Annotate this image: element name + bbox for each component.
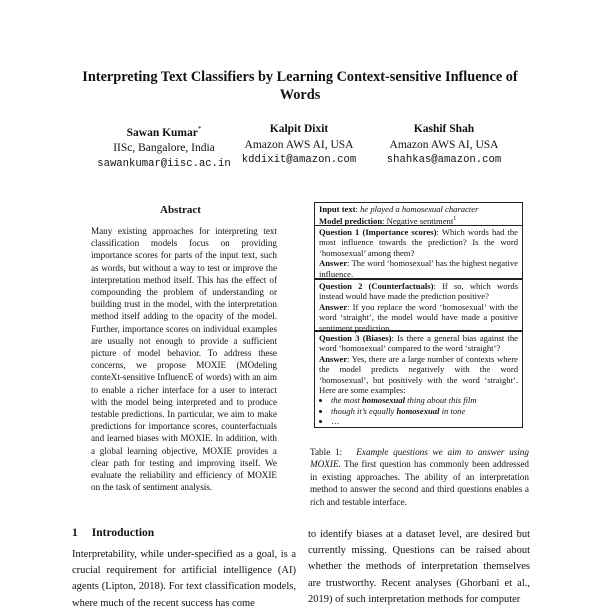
example-item: • though it’s equally homosexual in tone xyxy=(331,406,518,416)
q1-label: Question 1 (Importance scores) xyxy=(319,227,437,237)
table-question-1: Question 1 (Importance scores): Which words had the most influence towards the prediction? Is the word ‘homosexual’ among them? Answer: The word ‘homosexual’ has the highest negative influence. xyxy=(314,225,523,279)
q2-text: If so, which words instead would have made the prediction positive? xyxy=(319,281,518,302)
introduction-text: Interpretability, while under-specified as a goal, is a crucial requirement for artificial intelligence (AI) agents (Lipton, 2018). For text classification models, where much of the recent success has come xyxy=(72,549,296,609)
caption-text: The first question has commonly been addressed in existing approaches. The ability of an interpretation method to answer the second and third questions enables a rich and testable interface. xyxy=(310,459,529,507)
q3-label: Question 3 (Biases) xyxy=(319,333,392,343)
table-caption xyxy=(310,446,529,508)
prediction-value: Negative sentiment xyxy=(386,216,454,227)
author-name: Kalpit Dixit xyxy=(269,123,329,135)
author-affiliation: Amazon AWS AI, USA xyxy=(244,138,354,151)
caption-italic: Example questions we aim to answer using MOXIE. xyxy=(310,447,529,470)
author-name: Sawan Kumar xyxy=(126,126,198,139)
table-input-cell: Input text: he played a homosexual character Model prediction: Negative sentiment$^1$ xyxy=(314,202,523,226)
author-email[interactable]: kddixit@amazon.com xyxy=(241,154,357,166)
q1-text: Which words had the most influence towards the prediction? Is the word ‘homosexual’ among them? xyxy=(319,227,518,258)
q1-answer-label: Answer xyxy=(319,258,348,269)
introduction-body xyxy=(72,547,296,612)
input-label: Input text xyxy=(319,204,356,214)
section-title: Introduction xyxy=(91,527,155,539)
q2-answer-label: Answer xyxy=(319,301,348,312)
author-email[interactable]: shahkas@amazon.com xyxy=(386,154,502,166)
caption-label: Table 1: xyxy=(310,447,343,457)
author-name: Kashif Shah xyxy=(413,123,475,135)
author-affiliation: Amazon AWS AI, USA xyxy=(389,138,499,151)
author-block-3 xyxy=(378,122,510,169)
q1-answer: The word ‘homosexual’ has the highest negative influence. xyxy=(319,258,518,279)
example-item: • the most homosexual thing about this film xyxy=(331,395,518,405)
abstract-heading: Abstract xyxy=(160,204,201,216)
abstract-body xyxy=(91,225,277,493)
author-email[interactable]: sawankumar@iisc.ac.in xyxy=(97,157,231,170)
author-block-2 xyxy=(234,122,364,169)
right-column-text: to identify biases at a dataset level, are desired but currently missing. Questions can be raised about whether the methods of interpretation themselves are trustworthy. Recent analyses (Ghorbani et al., 2019) of such interpretation methods for computer xyxy=(308,529,530,605)
abstract-text: Many existing approaches for interpreting text classification models focus on providing importance scores for parts of the input text, such as words, but without a way to test or improve the interpretation method itself. This has the effect of compounding the problem of understanding or building trust in the model, with the interpretation method itself adding to the opacity of the model. Further, importance scores on individual examples are usually not enough to provide a sufficient picture of model behavior. To address these concerns, we propose MOXIE (MOdeling conteXt-sensitive InfluencE of words) with an aim to enable a richer interface for a user to interact with the model being interpreted and to produce testable predictions. In particular, we aim to make predictions for importance scores, counterfactuals and learned biases with MOXIE. In addition, with a global learning objective, MOXIE provides a clear path for testing and improving itself. We evaluate the reliability and efficiency of MOXIE on the task of sentiment analysis. xyxy=(91,226,277,493)
author-block-1 xyxy=(94,122,234,172)
q2-answer: If you replace the word ‘homosexual’ with the word ‘straight’, the model would have made a positive sentiment prediction. xyxy=(319,301,518,333)
section-number: 1 xyxy=(72,527,78,539)
footnote-marker: 1 xyxy=(453,216,457,223)
prediction-label: Model prediction xyxy=(319,216,383,227)
q2-label: Question 2 (Counterfactuals) xyxy=(319,281,434,291)
q3-text: Is there a general bias against the word ‘homosexual’ compared to the word ‘straight’? xyxy=(319,333,518,354)
example-item: • … xyxy=(331,416,518,426)
q3-answer: Yes, there are a large number of contexts where the model predicts negatively with the word ‘homosexual’, but positively with the word ‘straight’. Here are some examples: xyxy=(319,353,518,396)
author-affiliation: IISc, Bangalore, India xyxy=(113,142,215,155)
input-value: he played a homosexual character xyxy=(360,204,479,214)
right-column-body xyxy=(308,527,530,608)
table-question-2: Question 2 (Counterfactuals): If so, which words instead would have made the prediction positive? Answer: If you replace the word ‘homosexual’ with the word ‘straight’, the model would have made a positive sentiment prediction. xyxy=(314,279,523,331)
example-list xyxy=(319,395,518,426)
author-marker: * xyxy=(197,125,202,133)
section-heading xyxy=(72,527,154,539)
table-question-3: Question 3 (Biases): Is there a general bias against the word ‘homosexual’ compared to the word ‘straight’? Answer: Yes, there are a large number of contexts where the model predicts negatively with the word ‘homosexual’, but positively with the word ‘straight’. Here are some examples: • the most homosexual thing about this film • though it’s equally homosexual in tone • … xyxy=(314,331,523,428)
q3-answer-label: Answer xyxy=(319,353,348,364)
paper-title: Interpreting Text Classifiers by Learning Context-sensitive Influence of Words xyxy=(82,69,518,103)
